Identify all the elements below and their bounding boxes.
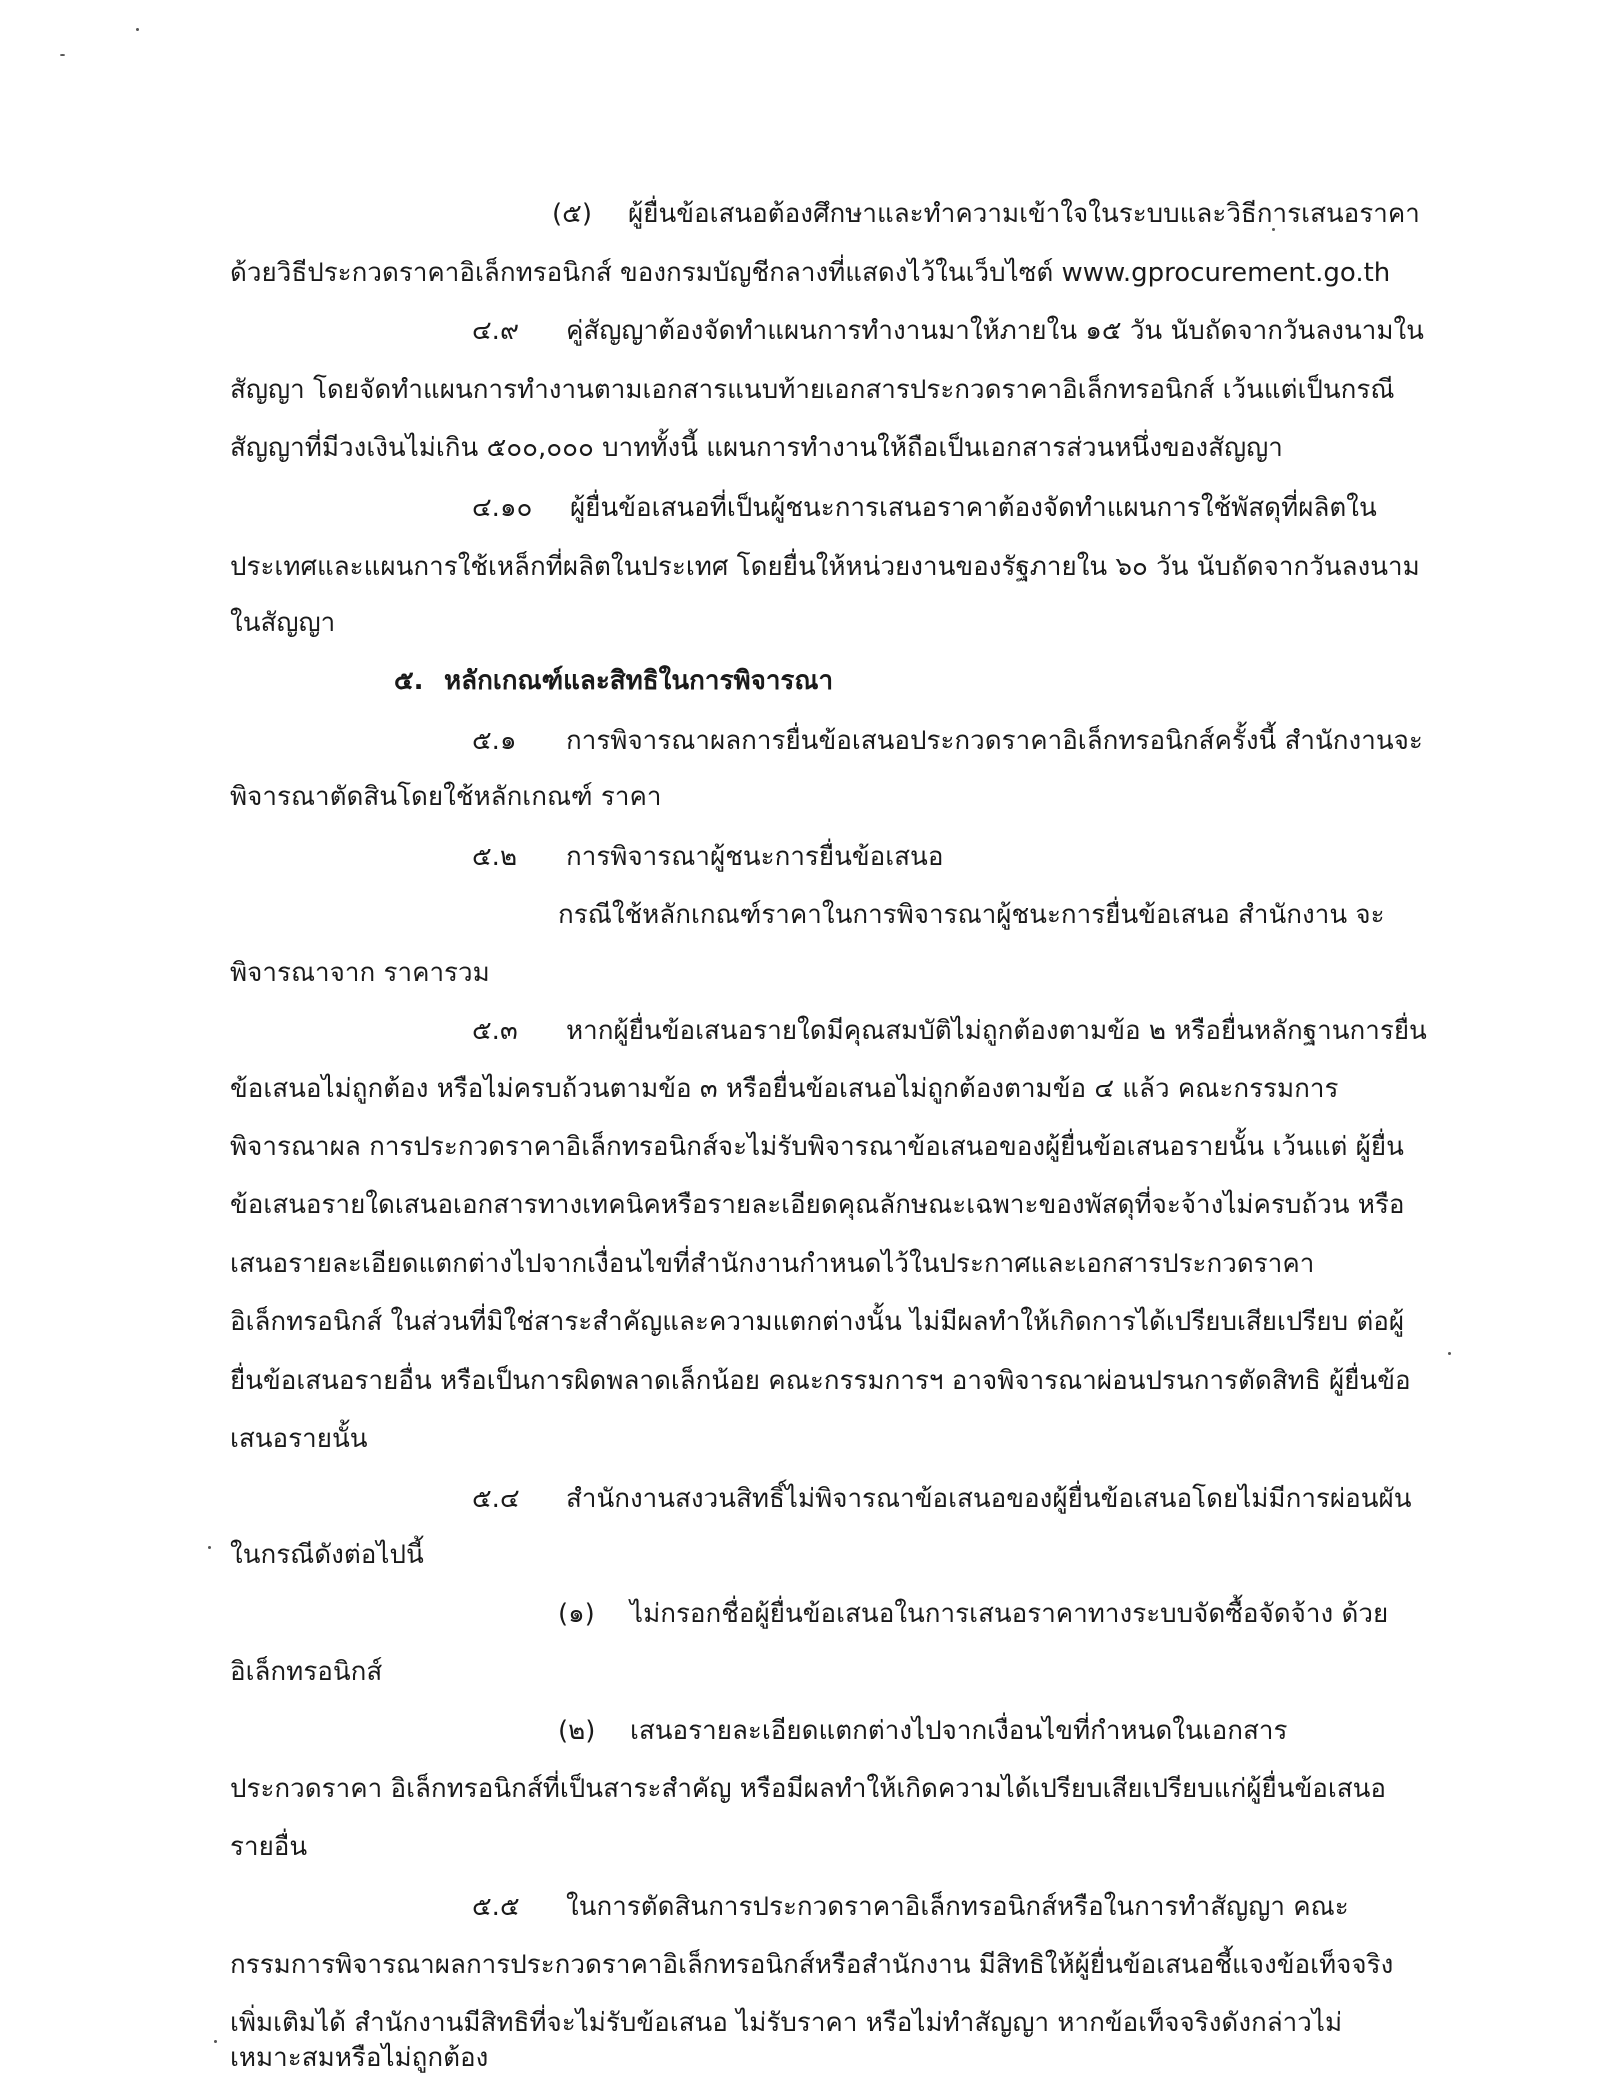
paragraph-line: พิจารณาผล การประกวดราคาอิเล็กทรอนิกส์จะไม่รับพิจารณาข้อเสนอของผู้ยื่นข้อเสนอรายนั้น เว้นแต่ ผู้ยื่น [230, 1132, 1404, 1162]
paragraph-line: สัญญาที่มีวงเงินไม่เกิน ๕๐๐,๐๐๐ บาททั้งนี้ แผนการทำงานให้ถือเป็นเอกสารส่วนหนึ่งของสัญญา [230, 433, 1283, 463]
section-number: ๕.๒ [472, 842, 518, 872]
paragraph-line: พิจารณาจาก ราคารวม [230, 958, 490, 988]
paragraph-line: ในสัญญา [230, 608, 336, 638]
paragraph-line: กรรมการพิจารณาผลการประกวดราคาอิเล็กทรอนิกส์หรือสำนักงาน มีสิทธิให้ผู้ยื่นข้อเสนอชี้แจงข้อเท็จจริง [230, 1950, 1394, 1980]
paragraph-line: ผู้ยื่นข้อเสนอต้องศึกษาและทำความเข้าใจในระบบและวิธีการเสนอราคา [628, 199, 1420, 229]
scan-speck [214, 2040, 217, 2043]
paragraph-line: ข้อเสนอไม่ถูกต้อง หรือไม่ครบถ้วนตามข้อ ๓ หรือยื่นข้อเสนอไม่ถูกต้องตามข้อ ๔ แล้ว คณะกรรมการ [230, 1074, 1339, 1104]
paragraph-line: ประเทศและแผนการใช้เหล็กที่ผลิตในประเทศ โดยยื่นให้หน่วยงานของรัฐภายใน ๖๐ วัน นับถัดจากวันลงนาม [230, 552, 1420, 582]
scan-speck [60, 54, 65, 56]
paragraph-line: พิจารณาตัดสินโดยใช้หลักเกณฑ์ ราคา [230, 782, 662, 812]
paragraph-line: ในการตัดสินการประกวดราคาอิเล็กทรอนิกส์หรือในการทำสัญญา คณะ [566, 1892, 1349, 1922]
paragraph-line: อิเล็กทรอนิกส์ [230, 1657, 383, 1687]
paragraph-line: อิเล็กทรอนิกส์ ในส่วนที่มิใช่สาระสำคัญและความแตกต่างนั้น ไม่มีผลทำให้เกิดการได้เปรียบเสียเปรียบ ต่อผู้ [230, 1307, 1405, 1337]
paragraph-line: คู่สัญญาต้องจัดทำแผนการทำงานมาให้ภายใน ๑๕ วัน นับถัดจากวันลงนามใน [566, 316, 1424, 346]
paragraph-line: กรณีใช้หลักเกณฑ์ราคาในการพิจารณาผู้ชนะการยื่นข้อเสนอ สำนักงาน จะ [558, 900, 1385, 930]
section-number: ๕.๓ [472, 1016, 518, 1046]
section-number: ๔.๙ [472, 316, 519, 346]
scan-speck [208, 1546, 211, 1549]
paragraph-line: เสนอรายละเอียดแตกต่างไปจากเงื่อนไขที่กำหนดในเอกสาร [630, 1716, 1288, 1746]
paragraph-line: การพิจารณาผลการยื่นข้อเสนอประกวดราคาอิเล็กทรอนิกส์ครั้งนี้ สำนักงานจะ [566, 726, 1423, 756]
paragraph-line: ไม่กรอกชื่อผู้ยื่นข้อเสนอในการเสนอราคาทางระบบจัดซื้อจัดจ้าง ด้วย [630, 1599, 1389, 1629]
section-number: ๕.๔ [472, 1484, 520, 1514]
section-number: ๔.๑๐ [472, 493, 533, 523]
paragraph-line: ประกวดราคา อิเล็กทรอนิกส์ที่เป็นสาระสำคัญ หรือมีผลทำให้เกิดความได้เปรียบเสียเปรียบแก่ผู้ยื่นข้อเสนอ [230, 1774, 1386, 1804]
item-number: (๒) [558, 1716, 596, 1746]
paragraph-line: ผู้ยื่นข้อเสนอที่เป็นผู้ชนะการเสนอราคาต้องจัดทำแผนการใช้พัสดุที่ผลิตใน [570, 493, 1377, 523]
paragraph-line: ยื่นข้อเสนอรายอื่น หรือเป็นการผิดพลาดเล็กน้อย คณะกรรมการฯ อาจพิจารณาผ่อนปรนการตัดสิทธิ ผู้ยื่นข้อ [230, 1366, 1411, 1396]
paragraph-line: ด้วยวิธีประกวดราคาอิเล็กทรอนิกส์ ของกรมบัญชีกลางที่แสดงไว้ในเว็บไซต์ www.gprocurement.go.th [230, 258, 1391, 288]
paragraph-line: เหมาะสมหรือไม่ถูกต้อง [230, 2043, 489, 2073]
scan-speck [136, 28, 139, 31]
paragraph-line: ข้อเสนอรายใดเสนอเอกสารทางเทคนิคหรือรายละเอียดคุณลักษณะเฉพาะของพัสดุที่จะจ้างไม่ครบถ้วน หรือ [230, 1190, 1405, 1220]
paragraph-line: ในกรณีดังต่อไปนี้ [230, 1540, 424, 1570]
paragraph-line: สัญญา โดยจัดทำแผนการทำงานตามเอกสารแนบท้ายเอกสารประกวดราคาอิเล็กทรอนิกส์ เว้นแต่เป็นกรณี [230, 375, 1395, 405]
paragraph-line: เสนอรายละเอียดแตกต่างไปจากเงื่อนไขที่สำนักงานกำหนดไว้ในประกาศและเอกสารประกวดราคา [230, 1249, 1315, 1279]
paragraph-line: หากผู้ยื่นข้อเสนอรายใดมีคุณสมบัติไม่ถูกต้องตามข้อ ๒ หรือยื่นหลักฐานการยื่น [566, 1016, 1427, 1046]
scan-speck [1448, 1352, 1451, 1355]
item-number: (๕) [552, 199, 592, 229]
section-number: ๕.๑ [472, 726, 517, 756]
paragraph-line: การพิจารณาผู้ชนะการยื่นข้อเสนอ [566, 842, 944, 872]
section-number: ๕.๕ [472, 1892, 520, 1922]
paragraph-line: สำนักงานสงวนสิทธิ์ไม่พิจารณาข้อเสนอของผู้ยื่นข้อเสนอโดยไม่มีการผ่อนผัน [566, 1484, 1412, 1514]
paragraph-line: เพิ่มเติมได้ สำนักงานมีสิทธิที่จะไม่รับข้อเสนอ ไม่รับราคา หรือไม่ทำสัญญา หากข้อเท็จจริงดังกล่าวไม่ [230, 2008, 1343, 2038]
heading-number: ๕. [394, 666, 424, 696]
section-heading: หลักเกณฑ์และสิทธิในการพิจารณา [444, 666, 834, 696]
item-number: (๑) [558, 1599, 595, 1629]
paragraph-line: รายอื่น [230, 1832, 308, 1862]
paragraph-line: เสนอรายนั้น [230, 1424, 368, 1454]
